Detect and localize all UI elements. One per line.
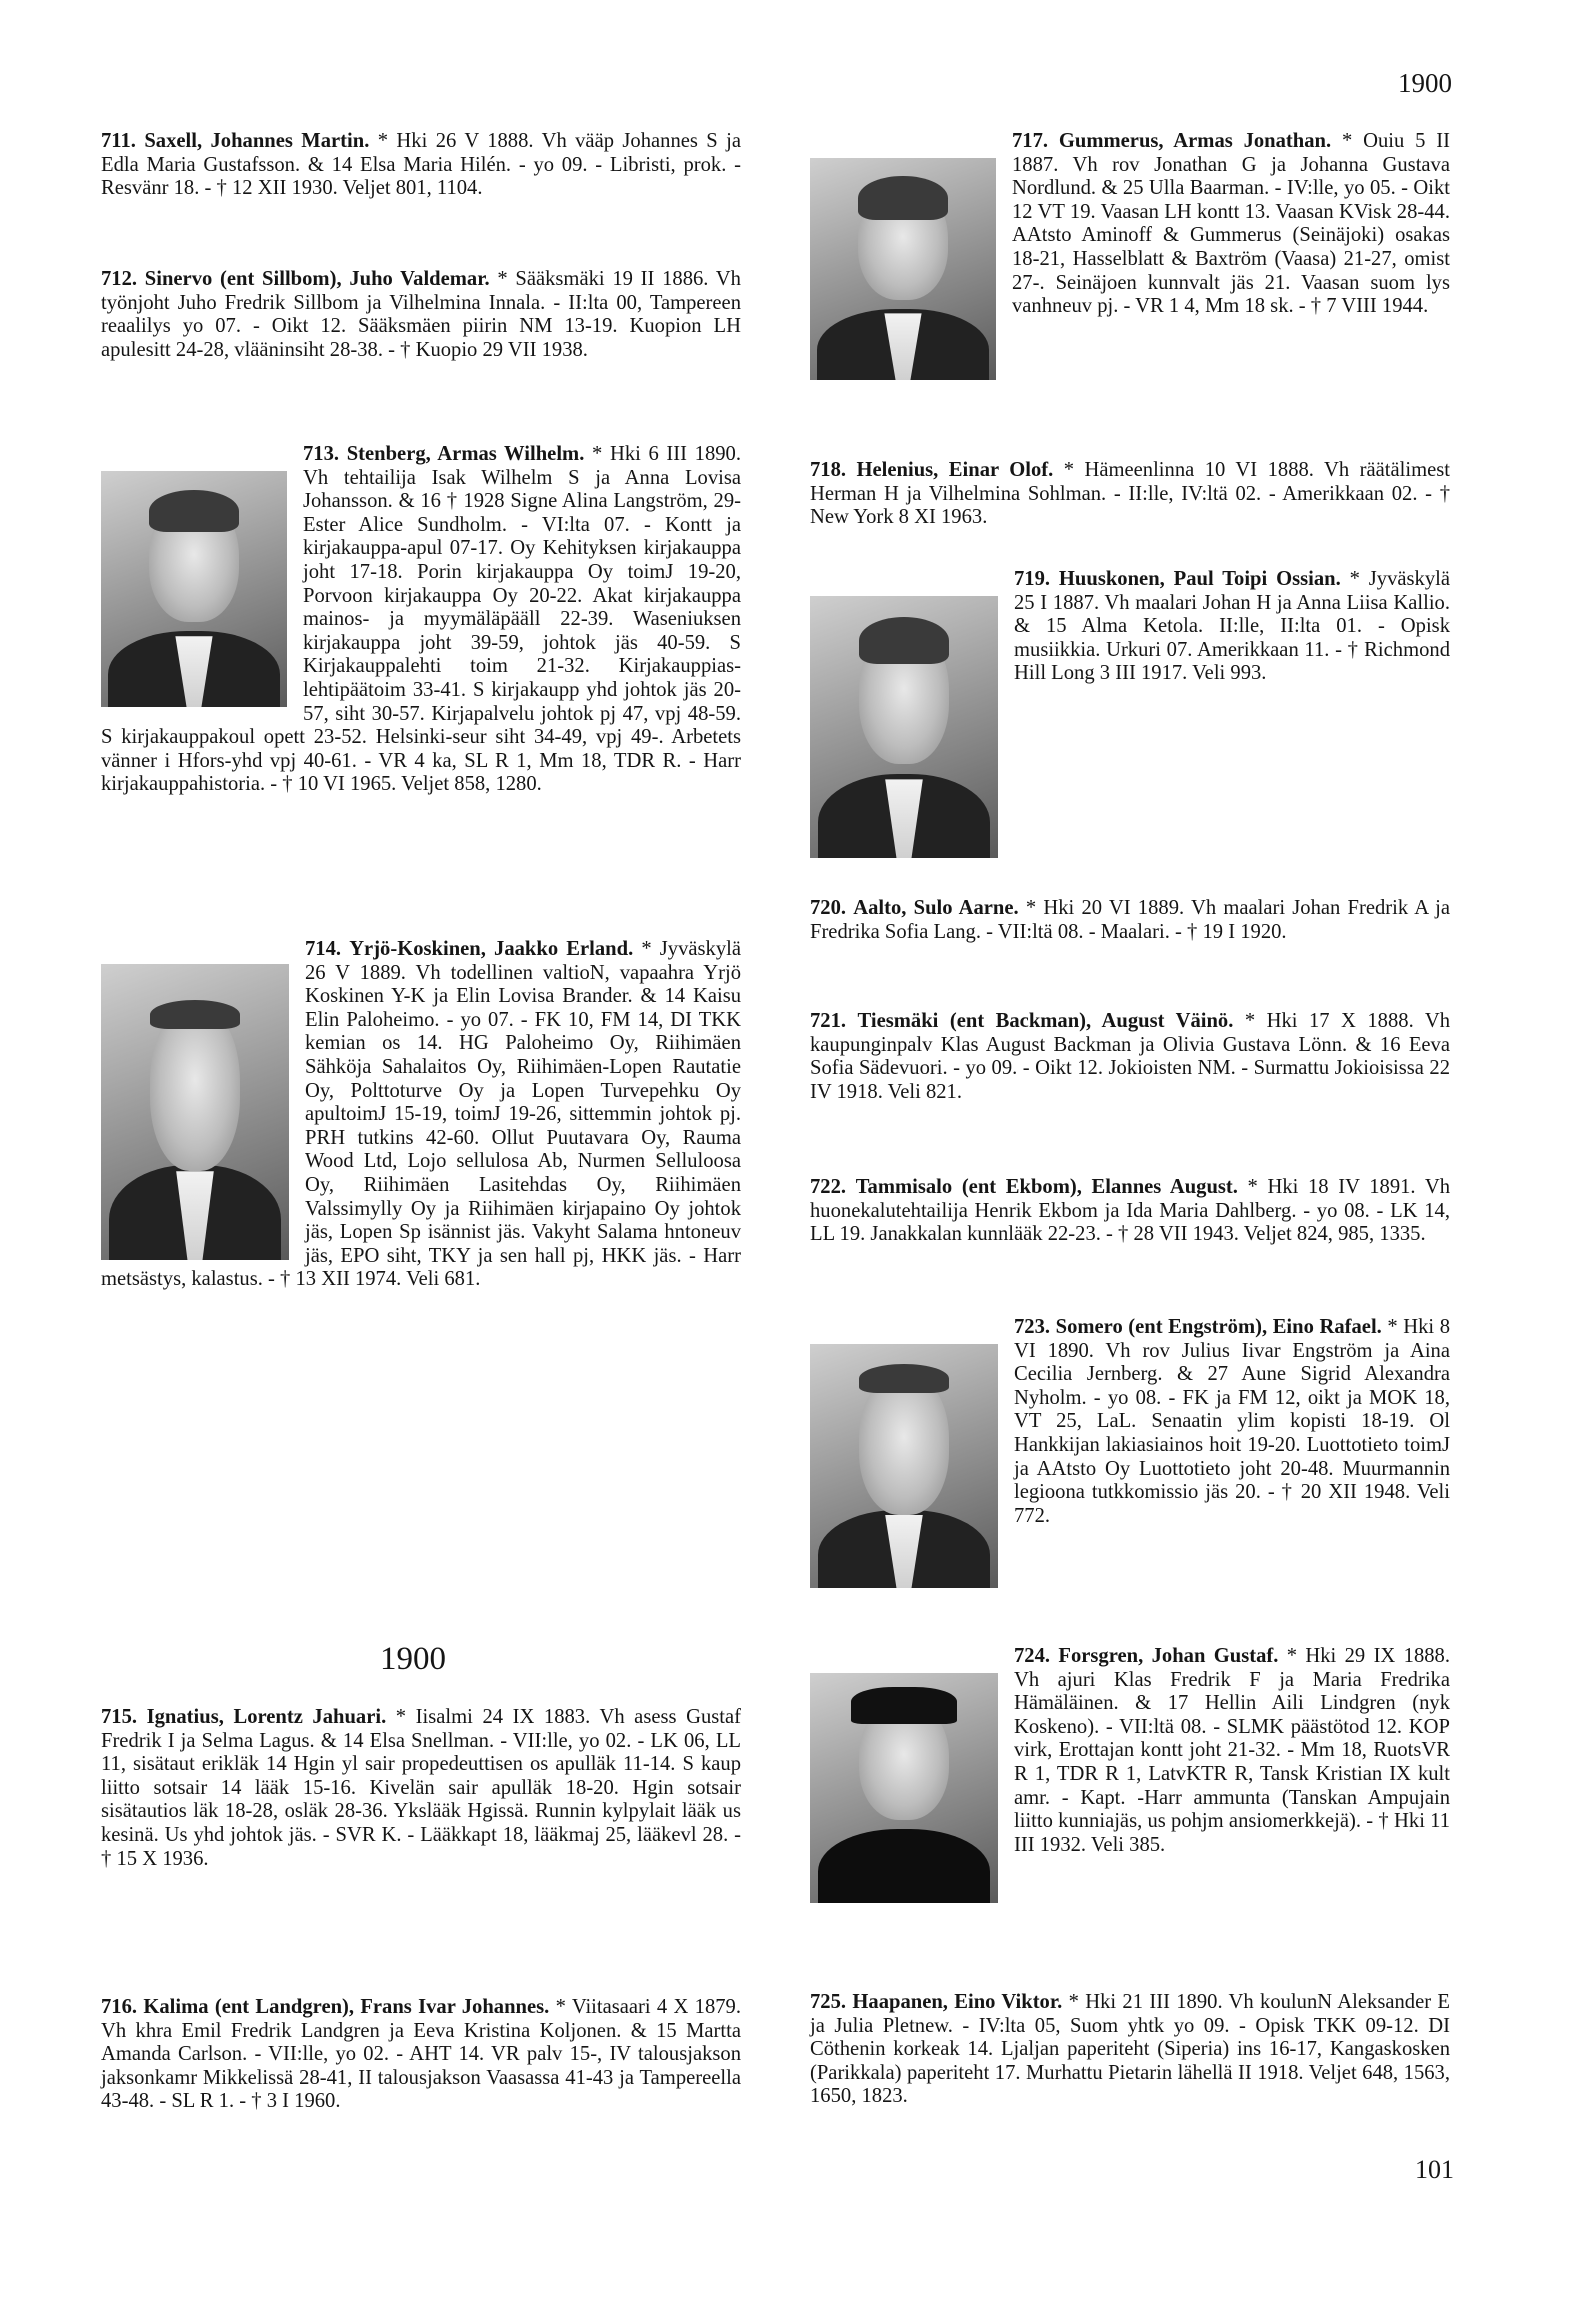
entry-text: * Hki 20 VI 1889. Vh maalari Johan Fredrik A ja Fredrika Sofia Lang. - VII:ltä 08. - Maalari. - † 19 I 1920. — [810, 897, 1450, 943]
entry-name: Helenius, Einar Olof. — [856, 459, 1054, 481]
entry-number: 720. — [810, 897, 847, 919]
page-number: 101 — [1415, 2155, 1454, 2184]
entry-name: Huuskonen, Paul Toipi Ossian. — [1058, 568, 1341, 590]
entry-number: 721. — [810, 1010, 847, 1032]
entry-number: 715. — [101, 1706, 138, 1728]
entry-name: Somero (ent Engström), Eino Rafael. — [1055, 1316, 1382, 1338]
entry-number: 722. — [810, 1176, 847, 1198]
entry-717 — [810, 130, 1450, 386]
entry-name: Stenberg, Armas Wilhelm. — [346, 443, 585, 465]
entry-number: 713. — [303, 443, 340, 465]
entry-number: 711. — [101, 130, 136, 152]
entry-number: 716. — [101, 1996, 138, 2018]
entry-text: * Hki 26 V 1888. Vh vääp Johannes S ja Edla Maria Gustafsson. & 14 Elsa Maria Hilén. - yo 09. - Libristi, prok. - Resvänr 18. - † 12 XII 1930. Veljet 801, 1104. — [101, 130, 741, 200]
entry-name: Tiesmäki (ent Backman), August Väinö. — [857, 1010, 1234, 1032]
entry-721 — [810, 1010, 1450, 1104]
entry-724 — [810, 1645, 1450, 1909]
entry-715 — [101, 1706, 741, 1871]
entry-723 — [810, 1316, 1450, 1594]
page-year-header: 1900 — [1398, 68, 1452, 98]
portrait-photo — [101, 964, 289, 1260]
entry-718 — [810, 459, 1450, 530]
entry-text: * Hki 17 X 1888. Vh kaupunginpalv Klas August Backman ja Olivia Gustava Lönn. & 16 Eeva Sofia Sädevuori. - yo 09. - Oikt 12. Jokioisten NM. - Surmattu Jokioisissa 22 IV 1918. Veli 821. — [810, 1010, 1450, 1103]
entry-713 — [101, 443, 741, 797]
entry-number: 723. — [1014, 1316, 1051, 1338]
entry-722 — [810, 1176, 1450, 1247]
portrait-photo — [810, 1344, 998, 1588]
entry-name: Forsgren, Johan Gustaf. — [1058, 1645, 1279, 1667]
entry-text: * Hki 29 IX 1888. Vh ajuri Klas Fredrik F ja Maria Fredrika Hämäläinen. & 17 Hellin Aili Lindgren (nyk Koskeno). - VII:ltä 08. - SLMK päästötod 12. KOP virk, Erottajan kontt joht 21-32. - Mm 18, RuotsVR R 1, TDR R 1, LatvKTR R, Tansk Kristian IX kult amr. - Kapt. -Harr ammunta (Tanskan Ampujain liitto kunniajäs, us pohjm ansiomerkkejä). - † Hki 11 III 1932. Veli 385. — [1014, 1645, 1450, 1856]
entry-text: * Hki 6 III 1890. Vh tehtailija Isak Wilhelm S ja Anna Lovisa Johansson. & 16 † 1928 Signe Alina Langström, 29- Ester Alice Sundholm. - VI:lta 07. - Kontt ja kirjakauppa-apul 07-17. Oy Kehityksen kirjakauppa joht 17-18. Porin kirjakauppa Oy toimJ 19-20, Porvoon kirjakauppa Oy 20-22. Akat kirjakauppa mainos- ja myymäläpääll 22-39. Waseniuksen kirjakauppa joht 39-59, johtok jäs 40-59. S Kirjakauppalehti toim 21-32. Kirjakauppias-lehtipäätoim 33-41. S kirjakaupp yhd johtok jäs 20-57, siht 30-57. Kirjapalvelu johtok pj 47, vpj 48-59. S kirjakauppakoul opett 23-52. Helsinki-seur siht 34-49, vpj 49-. Arbetets vänner i Hfors-yhd vpj 40-61. - VR 4 ka, SL R 1, Mm 18, TDR R. - Harr kirjakauppahistoria. - † 10 VI 1965. Veljet 858, 1280. — [101, 443, 741, 796]
entry-name: Saxell, Johannes Martin. — [144, 130, 370, 152]
portrait-photo — [810, 1673, 998, 1903]
entry-name: Haapanen, Eino Viktor. — [852, 1991, 1063, 2013]
entry-text: * Viitasaari 4 X 1879. Vh khra Emil Fredrik Landgren ja Eeva Kristina Koljonen. & 15 Martta Amanda Carlson. - VII:lle, yo 02. - AHT 14. VR palv 15-, IV talousjakson jaksonkamr Mikkelissä 28-41, II talousjakson Vaasassa 41-43 ja Tampereella 43-48. - SL R 1. - † 3 I 1960. — [101, 1996, 742, 2113]
entry-number: 717. — [1012, 130, 1049, 152]
entry-number: 714. — [305, 938, 342, 960]
entry-712 — [101, 268, 741, 362]
entry-716 — [101, 1996, 741, 2114]
entry-text: * Ouiu 5 II 1887. Vh rov Jonathan G ja Johanna Gustava Nordlund. & 25 Ulla Baarman. - IV:lle, yo 05. - Oikt 12 VT 19. Vaasan LH kontt 13. Vaasan KVisk 28-44. AAtsto Aminoff & Gummerus (Seinäjoki) osakas 18-21, Hasselblatt & Baxtröm (Vaasa) 21-27, omist 27-. Seinäjoen kunnvalt jäs 21. Vaasan suom lys vanhneuv pj. - VR 1 4, Mm 18 sk. - † 7 VIII 1944. — [1012, 130, 1451, 318]
entry-text: * Hämeenlinna 10 VI 1888. Vh räätälimest Herman H ja Vilhelmina Sohlman. - II:lle, IV:ltä 02. - Amerikkaan 02. - † New York 8 XI 1963. — [810, 459, 1450, 529]
entry-720 — [810, 897, 1450, 944]
entry-text: * Hki 18 IV 1891. Vh huonekalutehtailija Henrik Ekbom ja Ida Maria Dahlberg. - yo 08. - LK 14, LL 19. Janakkalan kunnlääk 22-23. - † 28 VII 1943. Veljet 824, 985, 1335. — [810, 1176, 1450, 1246]
entry-text: * Iisalmi 24 IX 1883. Vh asess Gustaf Fredrik I ja Selma Lagus. & 14 Elsa Snellman. - VII:lle, yo 02. - LK 06, LL 11, sisätaut erikläk 14 Hgin yl sair propedeuttisen os apulläk 11-14. S kaup liitto sotsair 14 lääk 15-16. Kivelän sair apulläk 18-20. Hgin sotsair sisätautios läk 18-28, osläk 28-36. Ykslääk Hgissä. Runnin kylpylait lääk us kesinä. Us yhd johtok jäs. - SVR K. - Lääkkapt 18, lääkmaj 25, lääkevl 28. - † 15 X 1936. — [101, 1706, 741, 1870]
entry-number: 719. — [1014, 568, 1051, 590]
portrait-photo — [810, 158, 996, 380]
portrait-photo — [810, 596, 998, 858]
entry-719 — [810, 568, 1450, 864]
entry-name: Ignatius, Lorentz Jahuari. — [146, 1706, 387, 1728]
entry-number: 725. — [810, 1991, 847, 2013]
entry-text: * Hki 21 III 1890. Vh koulunN Aleksander E ja Julia Pletnew. - IV:lta 05, Suom yhtk yo 09. - Opisk TKK 09-12. DI Cöthenin korkeak 14. Ljaljan paperiteht (Siperia) ins 16-17, Kangaskosken (Parikkala) paperiteht 17. Murhattu Pietarin lähellä II 1918. Veljet 648, 1563, 1650, 1823. — [810, 1991, 1450, 2108]
entry-name: Gummerus, Armas Jonathan. — [1058, 130, 1332, 152]
entry-name: Aalto, Sulo Aarne. — [853, 897, 1019, 919]
entry-name: Sinervo (ent Sillbom), Juho Valdemar. — [144, 268, 490, 290]
entry-name: Tammisalo (ent Ekbom), Elannes August. — [855, 1176, 1238, 1198]
section-year-marker: 1900 — [380, 1641, 446, 1677]
portrait-photo — [101, 471, 287, 707]
entry-text: * Jyväskylä 25 I 1887. Vh maalari Johan H ja Anna Liisa Kallio. & 15 Alma Ketola. II:lle, II:lta 01. - Opisk musiikkia. Urkuri 07. Amerikkaan 11. - † Richmond Hill Long 3 III 1917. Veli 993. — [1014, 568, 1450, 685]
entry-number: 718. — [810, 459, 847, 481]
entry-text: * Jyväskylä 26 V 1889. Vh todellinen valtioN, vapaahra Yrjö Koskinen Y-K ja Elin Lovisa Brander. & 14 Kaisu Elin Paloheimo. - yo 07. - FK 10, FM 14, DI TKK kemian os 14. HG Paloheimo Oy, Riihimäen Sähköja Sahalaitos Oy, Riihimäen-Lopen Rautatie Oy, Polttoturve Oy ja Lopen Turvepehku Oy apultoimJ 15-19, toimJ 19-26, sittemmin johtok pj. PRH tutkins 42-60. Ollut Puutavara Oy, Rauma Wood Ltd, Lojo sellulosa Ab, Nurmen Selluloosa Oy, Riihimäen Lasitehdas Oy, Riihimäen Valssimylly Oy ja Riihimäen kirjapaino Oy johtok jäs, Lopen Sp isännist jäs. Vakyht Salama hntoneuv jäs, EPO siht, TKY ja sen hall pj, HKK jäs. - Harr metsästys, kalastus. - † 13 XII 1974. Veli 681. — [101, 938, 741, 1291]
entry-name: Kalima (ent Landgren), Frans Ivar Johannes. — [143, 1996, 550, 2018]
entry-725 — [810, 1991, 1450, 2109]
entry-number: 724. — [1014, 1645, 1051, 1667]
entry-text: * Hki 8 VI 1890. Vh rov Julius Iivar Engström ja Aina Cecilia Jernberg. & 27 Aune Sigrid Alexandra Nyholm. - yo 08. - FK ja FM 12, oikt ja MOK 18, VT 25, LaL. Senaatin ylim kopisti 18-19. Ol Hankkijan lakiasiainos hoit 19-20. Luottotieto toimJ ja AAtsto Oy Luottotieto joht 20-48. Muurmannin legioona tutkkomissio jäs 20. - † 20 XII 1948. Veli 772. — [1014, 1316, 1450, 1527]
entry-714 — [101, 938, 741, 1292]
entry-711 — [101, 130, 741, 201]
entry-name: Yrjö-Koskinen, Jaakko Erland. — [349, 938, 634, 960]
entry-text: * Sääksmäki 19 II 1886. Vh työnjoht Juho Fredrik Sillbom ja Vilhelmina Innala. - II:lta 00, Tampereen reaalilys yo 07. - Oikt 12. Sääksmäen piirin NM 13-19. Kuopion LH apulesitt 24-28, vlääninsiht 28-38. - † Kuopio 29 VII 1938. — [101, 268, 741, 361]
entry-number: 712. — [101, 268, 138, 290]
